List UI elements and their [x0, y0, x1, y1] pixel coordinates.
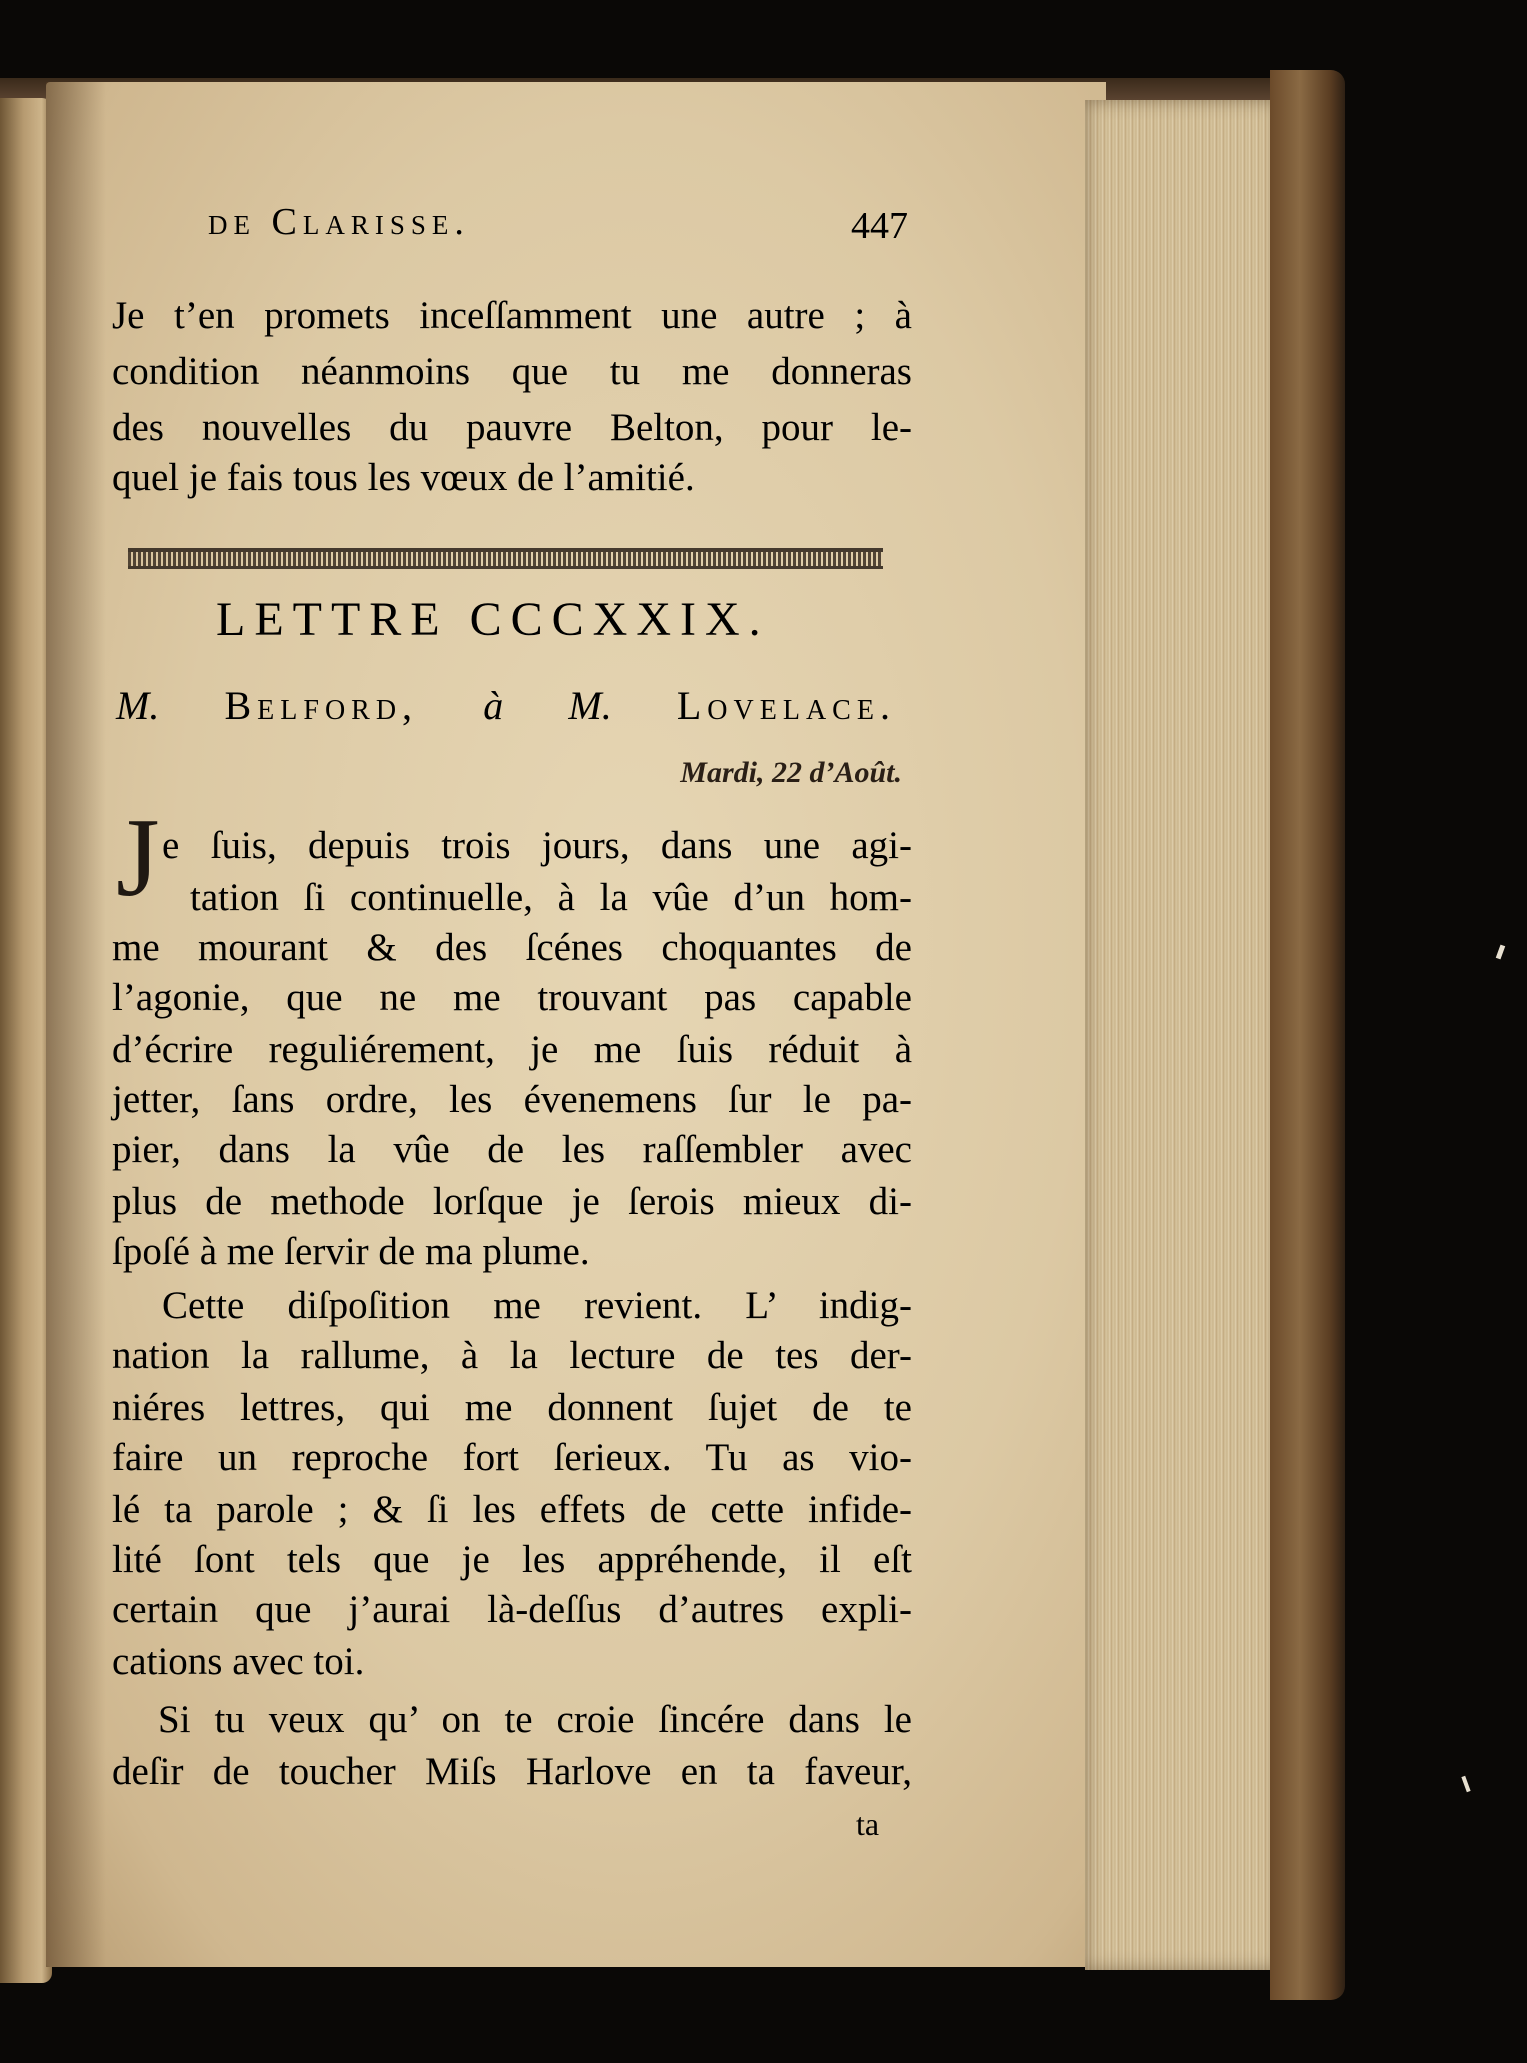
scan-mark — [1461, 1776, 1470, 1792]
salutation — [116, 682, 896, 729]
book-cover — [1270, 70, 1345, 2000]
text-line: jetter, ſans ordre, les évenemens ſur le pa- — [112, 1078, 912, 1121]
text-line: Je t’en promets inceſſamment une autre ; à — [112, 294, 912, 337]
text-line: l’agonie, que ne me trouvant pas capable — [112, 976, 912, 1019]
text-line: lé ta parole ; & ſi les effets de cette infide- — [112, 1488, 912, 1531]
from-title: M. — [116, 683, 160, 728]
dateline: Mardi, 22 d’Août. — [680, 756, 902, 789]
scan-mark — [1496, 945, 1505, 960]
text-line: lité ſont tels que je les appréhende, il eſt — [112, 1538, 912, 1581]
text-line: condition néanmoins que tu me donneras — [112, 350, 912, 393]
to-prep: à — [483, 683, 504, 728]
letter-title: LETTRE CCCXXIX. — [216, 593, 770, 646]
text-line: certain que j’aurai là-deſſus d’autres expli- — [112, 1588, 912, 1631]
text-line: Cette diſpoſition me revient. L’ indig- — [162, 1284, 912, 1327]
to-title: M. — [568, 683, 612, 728]
gutter-shadow — [46, 82, 106, 1967]
text-line: niéres lettres, qui me donnent ſujet de te — [112, 1386, 912, 1429]
text-line: faire un reproche fort ſerieux. Tu as vio- — [112, 1436, 912, 1479]
text-line: ſpoſé à me ſervir de ma plume. — [112, 1230, 590, 1273]
text-line: me mourant & des ſcénes choquantes de — [112, 926, 912, 969]
catchword: ta — [856, 1806, 880, 1842]
to-name: Lovelace. — [676, 683, 896, 728]
left-page-edge — [0, 98, 52, 1983]
ornamental-rule — [128, 548, 883, 569]
text-line: pier, dans la vûe de les raſſembler avec — [112, 1128, 912, 1171]
drop-cap: J — [116, 796, 160, 920]
text-line: plus de methode lorſque je ſerois mieux di- — [112, 1180, 912, 1223]
running-head-title: de Clarisse. — [208, 201, 470, 243]
running-head — [208, 200, 908, 246]
text-line: e ſuis, depuis trois jours, dans une agi- — [162, 824, 912, 867]
page-edges — [1085, 100, 1280, 1970]
text-line: cations avec toi. — [112, 1640, 365, 1683]
text-line: Si tu veux qu’ on te croie ſincére dans le — [158, 1698, 912, 1741]
text-line: d’écrire reguliérement, je me ſuis réduit à — [112, 1028, 912, 1071]
text-line: deſir de toucher Miſs Harlove en ta faveur, — [112, 1750, 912, 1793]
text-line: quel je fais tous les vœux de l’amitié. — [112, 456, 695, 499]
text-line: nation la rallume, à la lecture de tes der- — [112, 1334, 912, 1377]
text-line: des nouvelles du pauvre Belton, pour le- — [112, 406, 912, 449]
page-number: 447 — [851, 205, 908, 247]
from-name: Belford, — [224, 683, 419, 728]
text-line: tation ſi continuelle, à la vûe d’un hom- — [190, 876, 912, 919]
